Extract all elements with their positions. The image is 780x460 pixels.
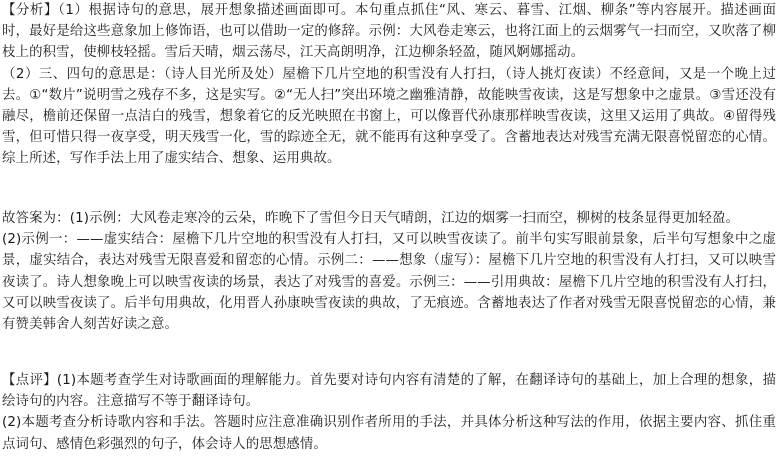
review-paragraph-1: 【点评】(1)本题考查学生对诗歌画面的理解能力。首先要对诗句内容有清楚的了解，在翻译诗句的基础上，加上合理的想象，描绘诗句的内容。注意描写不等于翻译诗句。 — [2, 373, 776, 410]
analysis-paragraph-2: （2）三、四句的意思是：（诗人目光所及处）屋檐下几片空地的积雪没有人打扫，（诗人挑灯夜读）不经意间，又是一个晚上过去。①“数片”说明雪之残存不多，这是实写。②“无人扫”突出环境之幽雅清静，故能映雪夜读，这是写想象中之虚景。③雪还没有融尽，檐前还保留一点洁白的残雪，想象着它的反光映照在书窗上，可以像晋代孙康那样映雪夜读，这里又运用了典故。④留得残雪，但可惜只得一夜享受，明天残雪一化，雪的踪迹全无，就不能再有这种享受了。含蓄地表达对残雪充满无限喜悦留恋的心情。综上所述，写作手法上用了虚实结合、想象、运用典故。 — [2, 66, 776, 167]
answer-paragraph-2: (2)示例一：——虚实结合：屋檐下几片空地的积雪没有人打扫，又可以映雪夜读了。前半句实写眼前景象，后半句写想象中之虚景，虚实结合，表达对残雪无限喜爱和留恋的心情。示例二：——想象（虚写）：屋檐下几片空地的积雪没有人打扫，又可以映雪夜读了。诗人想象晚上可以映雪夜读的场景，表达了对残雪的喜爱。示例三：——引用典故：屋檐下几片空地的积雪没有人打扫，又可以映雪夜读了。后半句用典故，化用晋人孙康映雪夜读的典故，了无痕迹。含蓄地表达了作者对残雪无限喜悦留恋的心情，兼有赞美韩舍人刻苦好读之意。 — [2, 232, 776, 333]
answer-paragraph-1: 故答案为：(1)示例：大风卷走寒冷的云朵，昨晚下了雪但今日天气晴朗，江边的烟雾一扫而空，柳树的枝条显得更加轻盈。 — [2, 211, 740, 226]
analysis-paragraph-1: 【分析】（1）根据诗句的意思，展开想象描述画面即可。本句重点抓住“风、寒云、暮雪、江烟、柳条”等内容展开。描述画面时，最好是给这些意象加上修饰语，也可以借助一定的修辞。示例：大风卷走寒云，也将江面上的云烟雾气一扫而空，又吹落了柳枝上的积雪，使柳枝轻摇。雪后天晴，烟云荡尽，江天高朗明净，江边柳条轻盈，随风婀娜摇动。 — [2, 3, 776, 61]
review-paragraph-2: (2)本题考查分析诗歌内容和手法。答题时应注意准确识别作者所用的手法，并具体分析这种写法的作用，依据主要内容、抓住重点词句、感情色彩强烈的句子，体会诗人的思想感情。 — [2, 415, 776, 452]
answer-section — [2, 208, 776, 335]
review-section — [2, 370, 776, 455]
analysis-section — [2, 0, 776, 170]
